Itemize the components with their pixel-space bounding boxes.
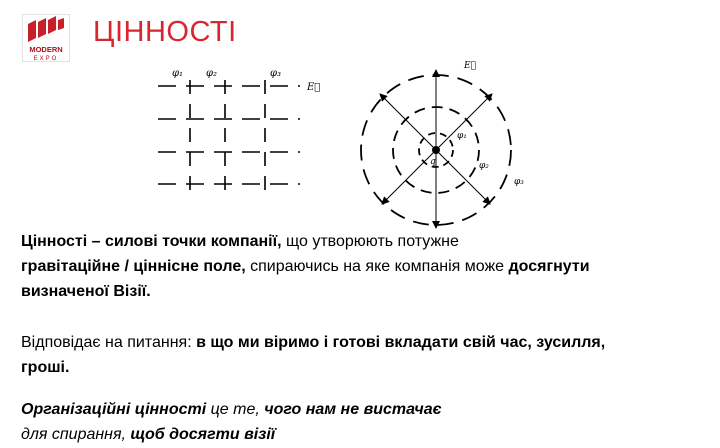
p1-line2-rest: спираючись на яке компанія може	[245, 258, 509, 275]
p1-line1-rest: що утворюють потужне	[281, 233, 459, 250]
modern-expo-logo	[22, 14, 70, 62]
values-question	[21, 330, 701, 380]
logo-text-modern: MODERN	[29, 45, 63, 54]
charge-point	[432, 146, 440, 154]
logo-text-expo: EXPO	[33, 56, 59, 62]
radial-label-phi1: φ₁	[457, 131, 467, 141]
radial-label-phi2: φ₂	[479, 161, 489, 171]
p2-line2-bold: гроші.	[21, 359, 70, 376]
p1-line2-bold: гравітаційне / ціннісне поле,	[21, 258, 246, 275]
p3-part4: для спирання,	[21, 426, 131, 443]
grid-label-field: E⃗	[307, 82, 321, 93]
p3-part1: Організаційні цінності	[21, 401, 207, 418]
radial-label-phi3: φ₃	[514, 177, 524, 187]
charge-label: q	[430, 157, 436, 167]
values-definition	[21, 229, 701, 304]
radial-field-label: E⃗	[464, 61, 476, 71]
p2-bold: в що ми віримо і готові вкладати свій час, зусилля,	[196, 334, 606, 351]
radial-field-diagram	[360, 52, 540, 232]
page-title: ЦІННОСТІ	[93, 16, 237, 48]
grid-label-phi2: φ₂	[206, 68, 218, 79]
grid-field-diagram	[150, 62, 330, 202]
grid-label-phi3: φ₃	[270, 68, 282, 79]
grid-label-phi1: φ₁	[172, 68, 184, 79]
p3-part5: щоб досягти візії	[130, 426, 276, 443]
p1-line3-bold: визначеної Візії.	[21, 283, 151, 300]
p3-part3: чого нам не вистачає	[264, 401, 442, 418]
p2-text: Відповідає на питання:	[21, 334, 197, 351]
p3-part2: це те,	[206, 401, 265, 418]
organizational-values-note	[21, 397, 701, 447]
p1-line2-bold2: досягнути	[508, 258, 590, 275]
p1-line1-bold: Цінності – силові точки компанії,	[21, 233, 282, 250]
